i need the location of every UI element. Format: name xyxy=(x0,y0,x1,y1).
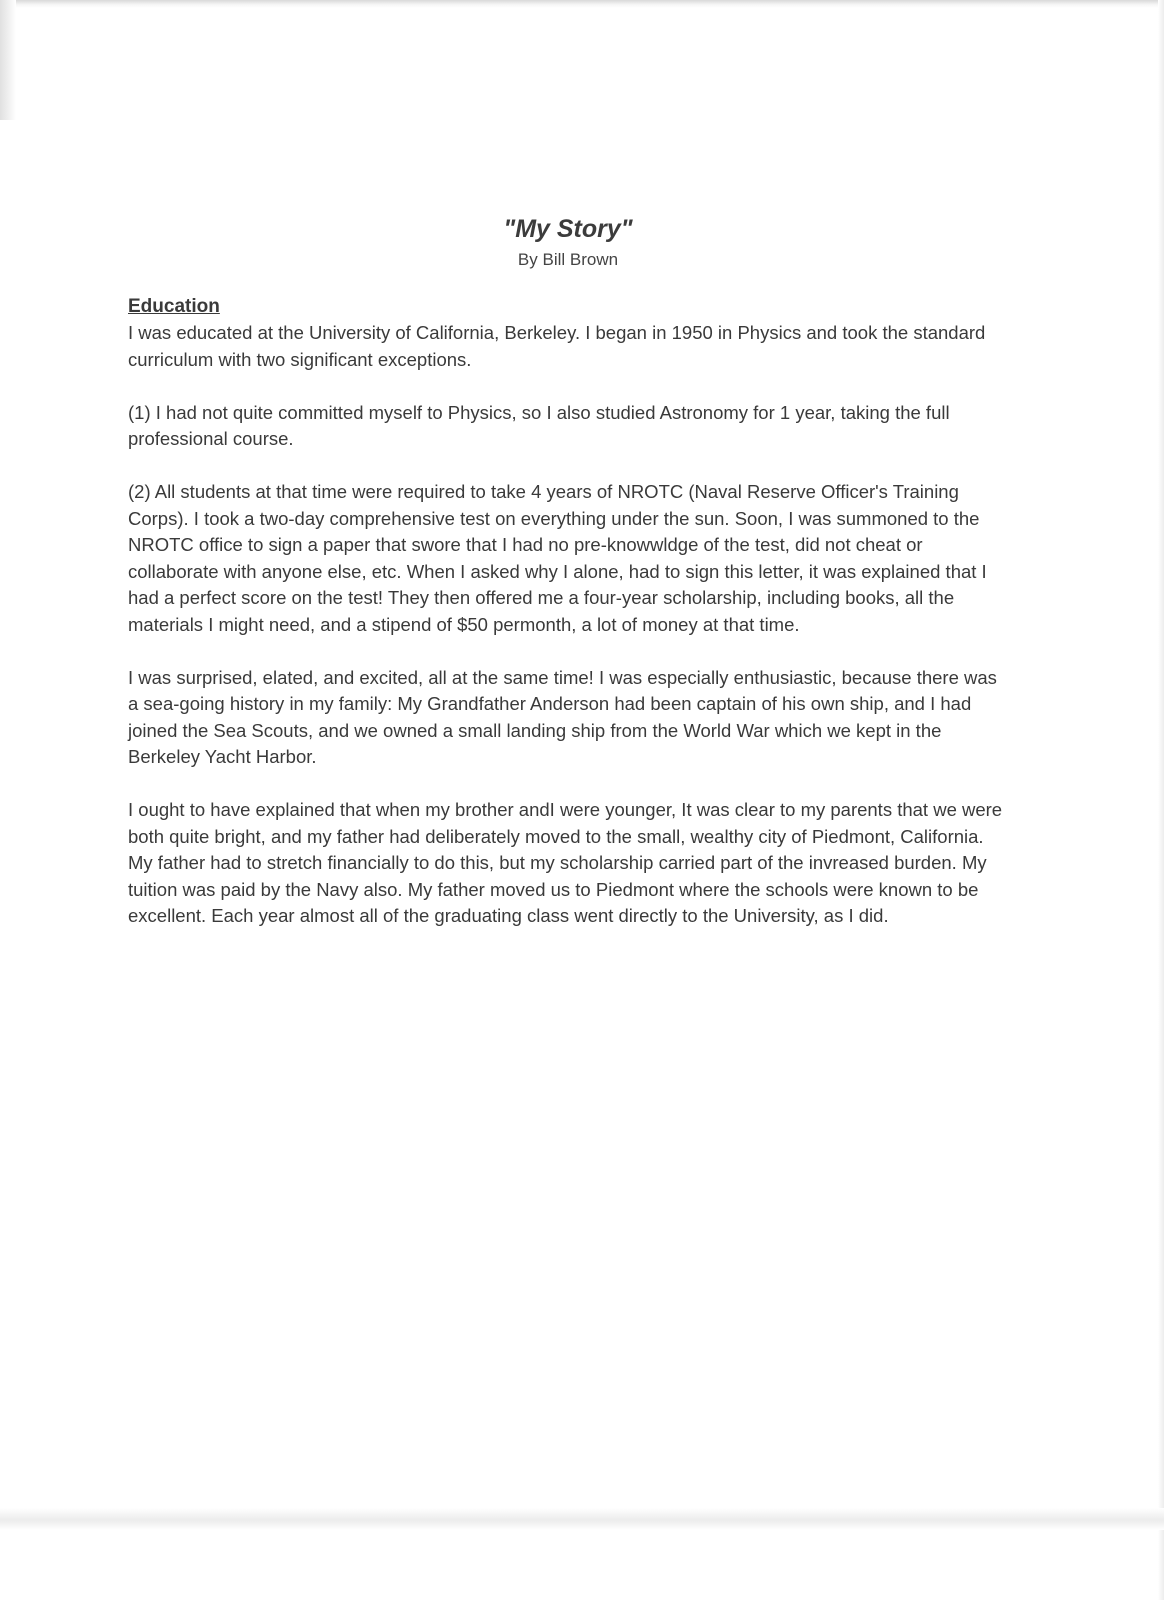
paragraph-3: (2) All students at that time were required to take 4 years of NROTC (Naval Reserve Officer's Training Corps). I took a two-day comprehensive test on everything under the sun. Soon, I was summoned to the NROTC office to sign a paper that swore that I had no pre-knowwldge of the test, did not cheat or collaborate with anyone else, etc. When I asked why I alone, had to sign this letter, it was explained that I had a perfect score on the test! They then offered me a four-year scholarship, including books, all the materials I might need, and a stipend of $50 permonth, a lot of money at that time. xyxy=(128,481,987,635)
document-byline: By Bill Brown xyxy=(517,250,619,269)
paragraph-1: I was educated at the University of California, Berkeley. I began in 1950 in Physics and took the standard curriculum with two significant exceptions. xyxy=(128,322,986,370)
paragraph-4: I was surprised, elated, and excited, all at the same time! I was especially enthusiastic, because there was a sea-going history in my family: My Grandfather Anderson had been captain of his own ship, and I had joined the Sea Scouts, and we owned a small landing ship from the World War which we kept in the Berkeley Yacht Harbor. xyxy=(128,666,997,767)
document-title: "My Story" xyxy=(503,215,633,243)
paragraph-2: (1) I had not quite committed myself to Physics, so I also studied Astronomy for 1 year, taking the full professional course. xyxy=(128,401,950,449)
scan-right-edge xyxy=(1158,0,1164,1600)
scan-bottom-band xyxy=(0,1508,1164,1530)
scan-left-edge xyxy=(0,0,16,120)
document-body xyxy=(128,212,1008,930)
paragraph-5: I ought to have explained that when my brother andI were younger, It was clear to my parents that we were both quite bright, and my father had deliberately moved to the small, wealthy city of Piedmont, California. My father had to stretch financially to do this, but my scholarship carried part of the invreased burden. My tuition was paid by the Navy also. My father moved us to Piedmont where the schools were known to be excellent. Each year almost all of the graduating class went directly to the University, as I did. xyxy=(128,799,1003,926)
scan-top-edge xyxy=(0,0,1164,8)
section-heading-education: Education xyxy=(128,296,220,317)
